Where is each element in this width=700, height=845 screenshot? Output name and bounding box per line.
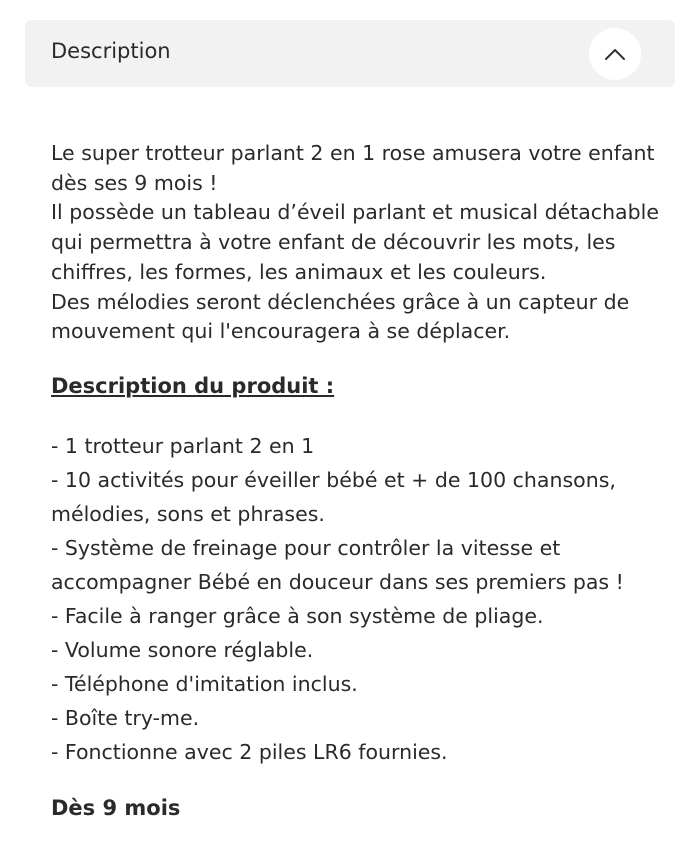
feature-item: - Système de freinage pour contrôler la vitesse et accompagner Bébé en douceur dans ses premiers pas ! [51, 535, 624, 594]
feature-item: - Boîte try-me. [51, 705, 200, 730]
intro-line: Le super trotteur parlant 2 en 1 rose amusera votre enfant dès ses 9 mois ! [51, 141, 655, 195]
feature-item: - Fonctionne avec 2 piles LR6 fournies. [51, 739, 448, 764]
collapse-button[interactable] [589, 28, 641, 80]
feature-item: - Facile à ranger grâce à son système de pliage. [51, 603, 544, 628]
feature-list [51, 429, 671, 769]
chevron-up-icon [604, 47, 626, 61]
age-recommendation: Dès 9 mois [51, 795, 181, 820]
accordion-title: Description [51, 39, 171, 63]
intro-line: Il possède un tableau d’éveil parlant et musical détachable qui permettra à votre enfant de découvrir les mots, les chiffres, les formes, les animaux et les couleurs. [51, 200, 659, 284]
description-content [51, 139, 671, 825]
intro-text [51, 139, 671, 347]
description-accordion-header[interactable] [25, 20, 675, 87]
feature-item: - 1 trotteur parlant 2 en 1 [51, 433, 315, 458]
product-description-heading: Description du produit : [51, 373, 335, 398]
feature-item: - Téléphone d'imitation inclus. [51, 671, 358, 696]
feature-item: - 10 activités pour éveiller bébé et + de 100 chansons, mélodies, sons et phrases. [51, 467, 616, 526]
feature-item: - Volume sonore réglable. [51, 637, 314, 662]
intro-line: Des mélodies seront déclenchées grâce à un capteur de mouvement qui l'encouragera à se déplacer. [51, 289, 630, 344]
